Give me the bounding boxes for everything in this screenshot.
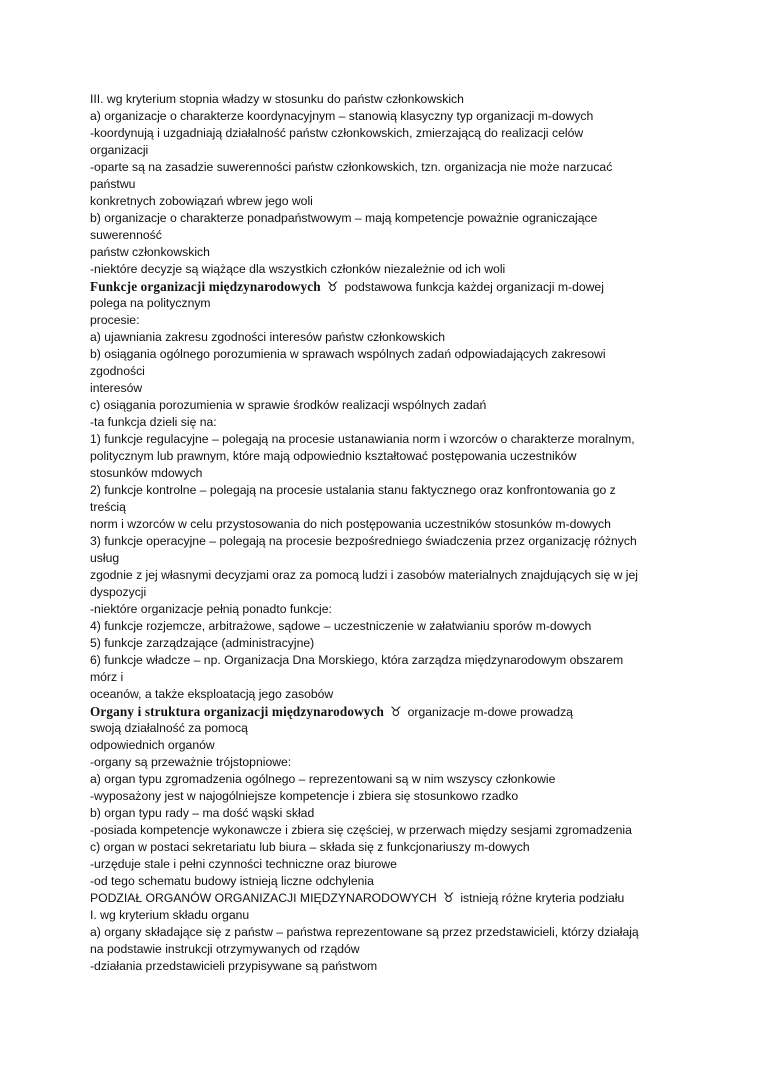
text-line: a) ujawniania zakresu zgodności interesów państw członkowskich [90,330,445,344]
text-line: suwerenność [90,228,162,242]
taurus-icon: ♉ [390,705,402,720]
text-line: interesów [90,381,143,395]
text-line: -niektóre decyzje są wiążące dla wszystkich członków niezależnie od ich woli [90,262,506,276]
text-line: -oparte są na zasadzie suwerenności państw członkowskich, tzn. organizacja nie może narzucać [90,160,613,174]
text-line: oceanów, a także eksploatacją jego zasobów [90,687,334,701]
text-line: b) organizacje o charakterze ponadpaństwowym – mają kompetencje poważnie ograniczające [90,211,598,225]
text-line: politycznym lub prawnym, które mają odpowiednio kształtować postępowania uczestników [90,449,577,463]
text-line: procesie: [90,313,140,327]
section-heading-line [90,278,675,295]
text-line: norm i wzorców w celu przystosowania do nich postępowania uczestników stosunków m-dowych [90,517,611,531]
text-line: 1) funkcje regulacyjne – polegają na procesie ustanawiania norm i wzorców o charakterze moralnym, [90,432,635,446]
text-line: zgodności [90,364,145,378]
text-line: stosunków mdowych [90,466,203,480]
text-line: usług [90,551,120,565]
text-line: -niektóre organizacje pełnią ponadto funkcje: [90,602,332,616]
section-heading-line [90,890,675,907]
taurus-icon: ♉ [326,280,339,295]
text-line: 2) funkcje kontrolne – polegają na procesie ustalania stanu faktycznego oraz konfrontowania go z [90,483,616,497]
section-intro-text: istnieją różne kryteria podziału [460,891,625,905]
text-line: 4) funkcje rozjemcze, arbitrażowe, sądowe – uczestniczenie w załatwianiu sporów m-dowych [90,619,592,633]
text-line: państwu [90,177,136,191]
text-line: -koordynują i uzgadniają działalność państw członkowskich, zmierzającą do realizacji celów [90,126,584,140]
text-line: I. wg kryterium składu organu [90,908,250,922]
text-line: konkretnych zobowiązań wbrew jego woli [90,194,313,208]
text-line: -od tego schematu budowy istnieją liczne odchylenia [90,874,374,888]
text-line: c) organ w postaci sekretariatu lub biura – składa się z funkcjonariuszy m-dowych [90,840,530,854]
section-intro-text: podstawowa funkcja każdej organizacji m-dowej [344,280,604,294]
taurus-icon: ♉ [442,891,455,906]
text-line: 5) funkcje zarządzające (administracyjne) [90,636,315,650]
section-heading-line [90,703,675,720]
text-line: dyspozycji [90,585,147,599]
text-line: a) organizacje o charakterze koordynacyjnym – stanowią klasyczny typ organizacji m-dowych [90,109,594,123]
text-line: b) organ typu rady – ma dość wąski skład [90,806,315,820]
section-intro-text: organizacje m-dowe prowadzą [407,705,573,719]
text-line: b) osiągania ogólnego porozumienia w sprawach wspólnych zadań odpowiadających zakresowi [90,347,606,361]
text-line: a) organ typu zgromadzenia ogólnego – reprezentowani są w nim wszyscy członkowie [90,772,556,786]
text-line: -posiada kompetencje wykonawcze i zbiera się częściej, w przerwach między sesjami zgromadzenia [90,823,632,837]
text-line: swoją działalność za pomocą [90,721,248,735]
text-line: -organy są przeważnie trójstopniowe: [90,755,292,769]
section-heading-organs: Organy i struktura organizacji międzynarodowych [90,704,384,719]
text-line: mórz i [90,670,124,684]
text-line: -ta funkcja dzieli się na: [90,415,217,429]
text-line: odpowiednich organów [90,738,215,752]
text-line: na podstawie instrukcji otrzymywanych od rządów [90,942,360,956]
text-line: treścią [90,500,126,514]
text-line: organizacji [90,143,149,157]
text-line: a) organy składające się z państw – państwa reprezentowane są przez przedstawicieli, którzy działają [90,925,639,939]
text-line: -urzęduje stale i pełni czynności techniczne oraz biurowe [90,857,397,871]
section-heading-division: PODZIAŁ ORGANÓW ORGANIZACJI MIĘDZYNARODOWYCH [90,891,437,905]
text-line: państw członkowskich [90,245,210,259]
text-line: -wyposażony jest w najogólniejsze kompetencje i zbiera się stosunkowo rzadko [90,789,519,803]
text-line: c) osiągania porozumienia w sprawie środków realizacji wspólnych zadań [90,398,487,412]
text-line: zgodnie z jej własnymi decyzjami oraz za pomocą ludzi i zasobów materialnych znajdujących się w jej [90,568,639,582]
text-line: polega na politycznym [90,296,211,310]
text-line: III. wg kryterium stopnia władzy w stosunku do państw członkowskich [90,92,464,106]
text-line: -działania przedstawicieli przypisywane są państwom [90,959,378,973]
document-body [90,91,675,975]
text-line: 6) funkcje władcze – np. Organizacja Dna Morskiego, która zarządza międzynarodowym obszarem [90,653,624,667]
section-heading-functions: Funkcje organizacji międzynarodowych [90,279,321,294]
text-line: 3) funkcje operacyjne – polegają na procesie bezpośredniego świadczenia przez organizację różnych [90,534,637,548]
